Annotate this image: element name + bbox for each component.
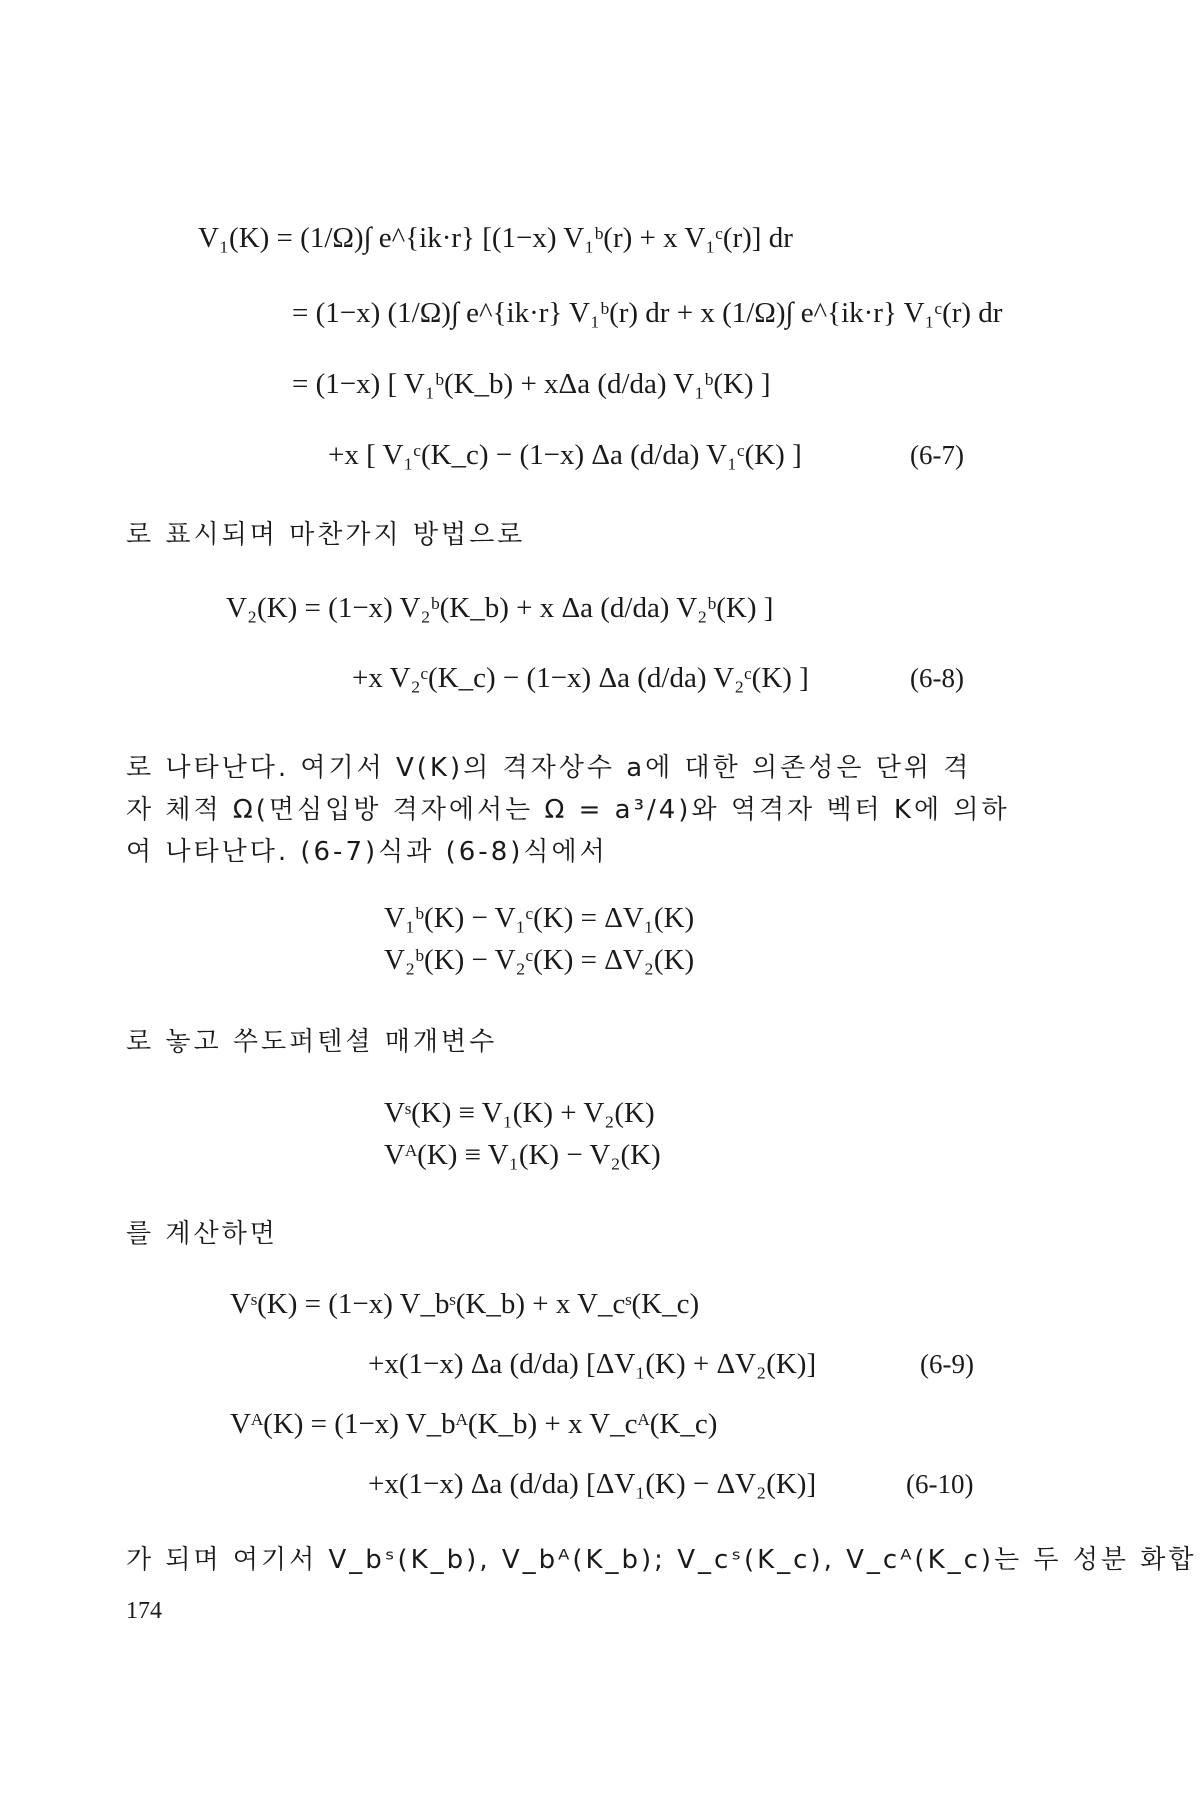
definition-VS: Vˢ(K) ≡ V₁(K) + V₂(K) [384, 1097, 655, 1129]
definition-VA: Vᴬ(K) ≡ V₁(K) − V₂(K) [384, 1139, 661, 1171]
equation-6-9-line-2: +x(1−x) Δa (d/da) [ΔV₁(K) + ΔV₂(K)] [368, 1348, 817, 1380]
equation-6-7-line-4: +x [ V₁ᶜ(K_c) − (1−x) Δa (d/da) V₁ᶜ(K) ] [328, 439, 802, 471]
equation-6-7-line-2: = (1−x) (1/Ω)∫ e^{ik·r} V₁ᵇ(r) dr + x (1/Ω)∫ e^{ik·r} V₁ᶜ(r) dr [292, 297, 1003, 329]
equation-number-6-10: (6-10) [906, 1469, 974, 1499]
paragraph-line: 로 놓고 쑤도퍼텐셜 매개변수 [126, 1027, 498, 1057]
paragraph-line: 여 나타난다. (6-7)식과 (6-8)식에서 [126, 837, 608, 867]
paragraph-line: 가 되며 여기서 V_bˢ(K_b), V_bᴬ(K_b); V_cˢ(K_c), V_cᴬ(K_c)는 두 성분 화합 [126, 1545, 1197, 1575]
paragraph-line: 자 체적 Ω(면심입방 격자에서는 Ω = a³/4)와 역격자 벡터 K에 의하 [126, 795, 1010, 825]
page-number: 174 [126, 1598, 162, 1624]
equation-number-6-7: (6-7) [910, 440, 964, 470]
difference-equation-2: V₂ᵇ(K) − V₂ᶜ(K) = ΔV₂(K) [384, 944, 695, 976]
equation-6-7-line-1: V₁(K) = (1/Ω)∫ e^{ik·r} [(1−x) V₁ᵇ(r) + x V₁ᶜ(r)] dr [198, 222, 793, 254]
equation-number-6-9: (6-9) [920, 1349, 974, 1379]
equation-6-8-line-2: +x V₂ᶜ(K_c) − (1−x) Δa (d/da) V₂ᶜ(K) ] [352, 662, 809, 694]
equation-6-9-line-1: Vˢ(K) = (1−x) V_bˢ(K_b) + x V_cˢ(K_c) [230, 1288, 700, 1320]
equation-6-10-line-1: Vᴬ(K) = (1−x) V_bᴬ(K_b) + x V_cᴬ(K_c) [230, 1408, 718, 1440]
paragraph-line: 로 표시되며 마찬가지 방법으로 [126, 520, 526, 550]
difference-equation-1: V₁ᵇ(K) − V₁ᶜ(K) = ΔV₁(K) [384, 902, 695, 934]
equation-6-7-line-3: = (1−x) [ V₁ᵇ(K_b) + xΔa (d/da) V₁ᵇ(K) ] [292, 368, 771, 400]
equation-6-10-line-2: +x(1−x) Δa (d/da) [ΔV₁(K) − ΔV₂(K)] [368, 1468, 817, 1500]
paragraph-line: 를 계산하면 [126, 1219, 278, 1249]
paragraph-line: 로 나타난다. 여기서 V(K)의 격자상수 a에 대한 의존성은 단위 격 [126, 753, 972, 783]
equation-number-6-8: (6-8) [910, 663, 964, 693]
equation-6-8-line-1: V₂(K) = (1−x) V₂ᵇ(K_b) + x Δa (d/da) V₂ᵇ(K) ] [226, 592, 774, 624]
